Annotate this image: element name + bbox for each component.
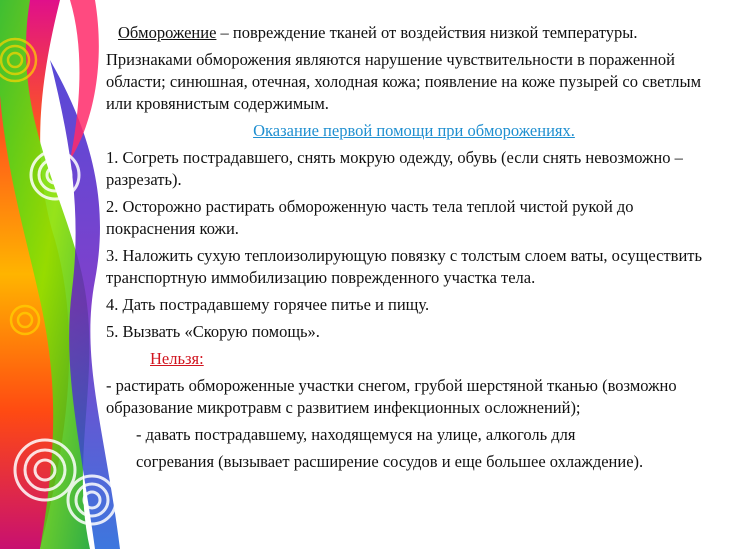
step-item: 2. Осторожно растирать обмороженную часть тела теплой чистой рукой до покраснения кожи. (106, 197, 634, 238)
first-aid-heading[interactable] (106, 120, 722, 142)
prohibited-heading: Нельзя: (150, 349, 204, 368)
step-item: 5. Вызвать «Скорую помощь». (106, 322, 320, 341)
prohibited-item: - растирать обмороженные участки снегом, грубой шерстяной тканью (возможно образование микротравм с развитием инфекционных осложнений); (106, 376, 677, 417)
term-frostbite: Обморожение (118, 23, 217, 42)
step-item: 3. Наложить сухую теплоизолирующую повязку с толстым слоем ваты, осуществить транспортную иммобилизацию поврежденного участка тела. (106, 246, 703, 287)
symptoms-paragraph: Признаками обморожения являются нарушение чувствительности в пораженной области; синюшная, отечная, холодная кожа; появление на коже пузырей со светлым или кровянистым содержимым. (106, 50, 702, 113)
term-definition: – повреждение тканей от воздействия низкой температуры. (216, 23, 638, 42)
intro-paragraph (106, 22, 722, 44)
document-body (106, 22, 722, 478)
step-item: 1. Согреть пострадавшего, снять мокрую одежду, обувь (если снять невозможно – разрезать). (106, 148, 683, 189)
prohibited-item: - давать пострадавшему, находящемуся на улице, алкоголь для (136, 425, 576, 444)
prohibited-item: согревания (вызывает расширение сосудов и еще большее охлаждение). (136, 452, 644, 471)
first-aid-heading-link[interactable]: Оказание первой помощи при обморожениях. (253, 121, 575, 140)
step-item: 4. Дать пострадавшему горячее питье и пищу. (106, 295, 430, 314)
